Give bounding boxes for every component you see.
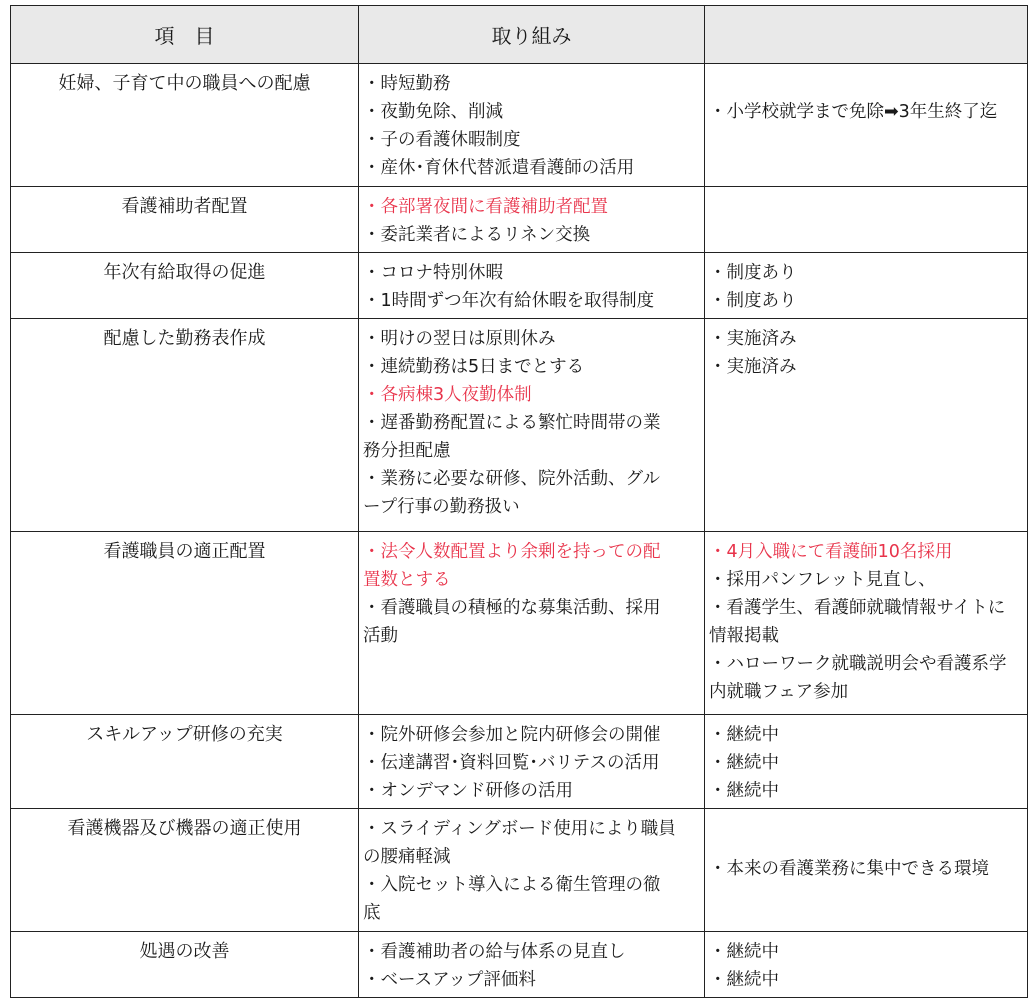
- row-item: 看護補助者配置: [11, 187, 359, 253]
- row-item: 妊婦、子育て中の職員への配慮: [11, 64, 359, 187]
- header-row: [11, 6, 1028, 64]
- note-line: ・採用パンフレット見直し、: [709, 570, 936, 590]
- effort-line: ・各部署夜間に看護補助者配置: [363, 197, 608, 217]
- note-line: ・継続中: [709, 781, 779, 801]
- table-row: [11, 809, 1028, 932]
- row-item: 年次有給取得の促進: [11, 253, 359, 319]
- note-line: ・実施済み: [709, 329, 797, 349]
- note-line: ・継続中: [709, 970, 779, 990]
- effort-line: ・法令人数配置より余剰を持っての配: [363, 542, 661, 562]
- note-line: ・看護学生、看護師就職情報サイトに: [709, 598, 1006, 618]
- effort-line: 活動: [363, 626, 398, 646]
- row-notes: [705, 319, 1028, 532]
- row-efforts: [359, 187, 705, 253]
- note-line: 内就職フェア参加: [709, 682, 849, 702]
- effort-line: ・時短勤務: [363, 74, 451, 94]
- note-line: ・ハローワーク就職説明会や看護系学: [709, 654, 1007, 674]
- effort-line: ・各病棟3人夜勤体制: [363, 385, 532, 405]
- note-line: ・制度あり: [709, 263, 797, 283]
- effort-line: ・入院セット導入による衛生管理の徹: [363, 875, 661, 895]
- row-item: 配慮した勤務表作成: [11, 319, 359, 532]
- effort-line: ・産休･育休代替派遣看護師の活用: [363, 158, 635, 178]
- table-row: [11, 319, 1028, 532]
- note-line: 情報掲載: [709, 626, 779, 646]
- note-line: ・小学校就学まで免除➡3年生終了迄: [709, 102, 998, 122]
- effort-line: ・看護補助者の給与体系の見直し: [363, 942, 626, 962]
- effort-line: ・オンデマンド研修の活用: [363, 781, 573, 801]
- table-row: [11, 64, 1028, 187]
- table-row: [11, 932, 1028, 998]
- effort-line: ・遅番勤務配置による繁忙時間帯の業: [363, 413, 661, 433]
- row-efforts: [359, 532, 705, 715]
- row-item: 処遇の改善: [11, 932, 359, 998]
- header-item: 項 目: [11, 6, 359, 64]
- effort-line: ・1時間ずつ年次有給休暇を取得制度: [363, 291, 655, 311]
- note-line: ・本来の看護業務に集中できる環境: [709, 859, 989, 879]
- row-notes: [705, 64, 1028, 187]
- note-line: ・継続中: [709, 753, 779, 773]
- row-efforts: [359, 809, 705, 932]
- measures-table: [10, 5, 1028, 998]
- row-item: 看護職員の適正配置: [11, 532, 359, 715]
- row-notes: [705, 532, 1028, 715]
- effort-line: ・連続勤務は5日までとする: [363, 357, 585, 377]
- note-line: ・制度あり: [709, 291, 797, 311]
- effort-line: ・夜勤免除、削減: [363, 102, 503, 122]
- note-line: ・実施済み: [709, 357, 797, 377]
- row-efforts: [359, 932, 705, 998]
- effort-line: 置数とする: [363, 570, 451, 590]
- header-notes: [705, 6, 1028, 64]
- effort-line: ・コロナ特別休暇: [363, 263, 503, 283]
- header-efforts: 取り組み: [359, 6, 705, 64]
- note-line: ・4月入職にて看護師10名採用: [709, 542, 953, 562]
- table-row: [11, 532, 1028, 715]
- row-notes: [705, 253, 1028, 319]
- effort-line: ・伝達講習･資料回覧･バリテスの活用: [363, 753, 660, 773]
- effort-line: 務分担配慮: [363, 441, 451, 461]
- effort-line: 底: [363, 903, 381, 923]
- row-efforts: [359, 715, 705, 809]
- effort-line: ・看護職員の積極的な募集活動、採用: [363, 598, 661, 618]
- row-item: 看護機器及び機器の適正使用: [11, 809, 359, 932]
- row-efforts: [359, 253, 705, 319]
- effort-line: ・委託業者によるリネン交換: [363, 225, 591, 245]
- row-efforts: [359, 64, 705, 187]
- table-row: [11, 253, 1028, 319]
- row-notes: [705, 715, 1028, 809]
- table-row: [11, 187, 1028, 253]
- effort-line: ・明けの翌日は原則休み: [363, 329, 556, 349]
- note-line: ・継続中: [709, 725, 779, 745]
- row-item: スキルアップ研修の充実: [11, 715, 359, 809]
- effort-line: の腰痛軽減: [363, 847, 451, 867]
- effort-line: ・子の看護休暇制度: [363, 130, 521, 150]
- effort-line: ・業務に必要な研修、院外活動、グル: [363, 469, 660, 489]
- row-notes: [705, 187, 1028, 253]
- note-line: ・継続中: [709, 942, 779, 962]
- effort-line: ・スライディングボード使用により職員: [363, 819, 676, 839]
- row-notes: [705, 809, 1028, 932]
- table-row: [11, 715, 1028, 809]
- effort-line: ・院外研修会参加と院内研修会の開催: [363, 725, 661, 745]
- row-efforts: [359, 319, 705, 532]
- effort-line: ープ行事の勤務扱い: [363, 497, 520, 517]
- row-notes: [705, 932, 1028, 998]
- effort-line: ・ベースアップ評価料: [363, 970, 536, 990]
